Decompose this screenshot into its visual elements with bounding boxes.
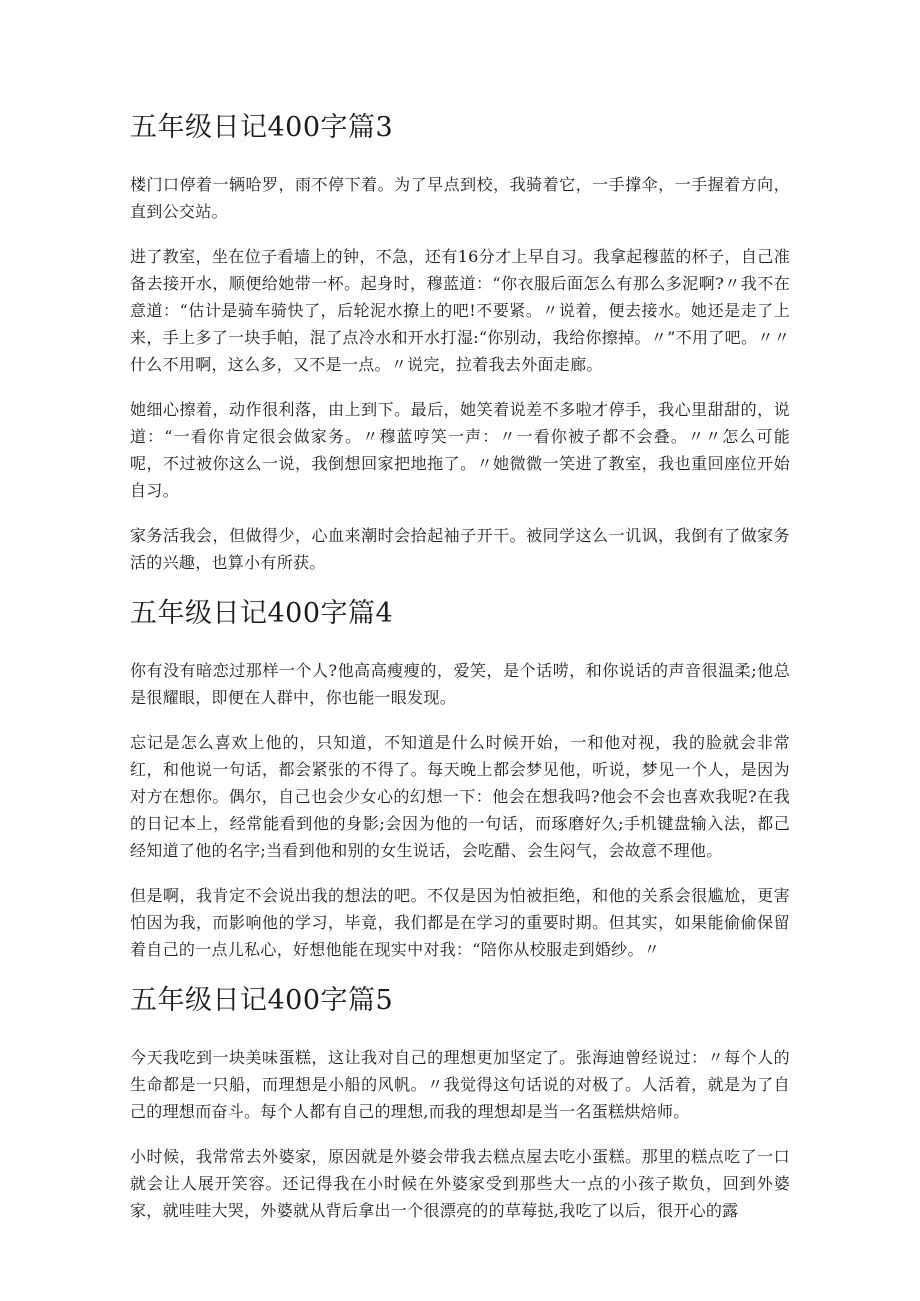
section-title: 五年级日记400字篇3 [130, 112, 394, 143]
paragraph: 忘记是怎么喜欢上他的，只知道，不知道是什么时候开始，一和他对视，我的脸就会非常红，和他说一句话，都会紧张的不得了。每天晚上都会梦见他，听说，梦见一个人，是因为对方在想你。偶尔，自己也会少女心的幻想一下：他会在想我吗?他会不会也喜欢我呢?在我的日记本上，经常能看到他的身影;会因为他的一句话，而琢磨好久;手机键盘输入法，都己经知道了他的名字;当看到他和别的女生说话，会吃醋、会生闷气，会故意不理他。 [130, 733, 790, 860]
paragraph: 家务活我会，但做得少，心血来潮时会拾起袖子开干。被同学这么一讥讽，我倒有了做家务活的兴趣，也算小有所获。 [130, 526, 790, 572]
section-5 [130, 981, 790, 1224]
paragraph: 但是啊，我肯定不会说出我的想法的吧。不仅是因为怕被拒绝，和他的关系会很尴尬，更害怕因为我，而影响他的学习，毕竟，我们都是在学习的重要时期。但其实，如果能偷偷保留着自己的一点儿私心，好想他能在现实中对我：“陪你从校服走到婚纱。〃 [130, 886, 790, 959]
section-4 [130, 594, 790, 963]
paragraph: 你有没有暗恋过那样一个人?他高高瘦瘦的，爱笑，是个话唠，和你说话的声音很温柔;他总是很耀眼，即便在人群中，你也能一眼发现。 [130, 661, 790, 707]
paragraph: 小时候，我常常去外婆家，原因就是外婆会带我去糕点屋去吃小蛋糕。那里的糕点吃了一口就会让人展开笑容。还记得我在小时候在外婆家受到那些大一点的小孩子欺负，回到外婆家，就哇哇大哭，外婆就从背后拿出一个很漂亮的的草莓挞,我吃了以后，很开心的露 [130, 1147, 790, 1220]
document-body [130, 108, 790, 1242]
section-3 [130, 108, 790, 576]
section-title: 五年级日记400字篇4 [130, 598, 394, 629]
paragraph: 楼门口停着一辆哈罗，雨不停下着。为了早点到校，我骑着它，一手撑伞，一手握着方向，直到公交站。 [130, 175, 790, 221]
paragraph: 进了教室，坐在位子看墙上的钟，不急，还有16分才上早自习。我拿起穆蓝的杯子，自己准备去接开水，顺便给她带一杯。起身时，穆蓝道：“你衣服后面怎么有那么多泥啊?〃我不在意道：“估计是骑车骑快了，后轮泥水撩上的吧!不要紧。〃说着，便去接水。她还是走了上来，手上多了一块手帕，混了点冷水和开水打湿:“你别动，我给你擦掉。〃”不用了吧。〃〃什么不用啊，这么多，又不是一点。〃说完，拉着我去外面走廊。 [130, 247, 790, 374]
section-title: 五年级日记400字篇5 [130, 985, 394, 1016]
paragraph: 今天我吃到一块美味蛋糕，这让我对自己的理想更加坚定了。张海迪曾经说过：〃每个人的生命都是一只船，而理想是小船的风帆。〃我觉得这句话说的对极了。人活着，就是为了自己的理想而奋斗。每个人都有自己的理想,而我的理想却是当一名蛋糕烘焙师。 [130, 1048, 790, 1121]
paragraph: 她细心擦着，动作很利落，由上到下。最后，她笑着说差不多啦才停手，我心里甜甜的，说道：“一看你肯定很会做家务。〃穆蓝哼笑一声：〃一看你被子都不会叠。〃〃怎么可能呢，不过被你这么一说，我倒想回家把地拖了。〃她微微一笑进了教室，我也重回座位开始自习。 [130, 400, 790, 500]
